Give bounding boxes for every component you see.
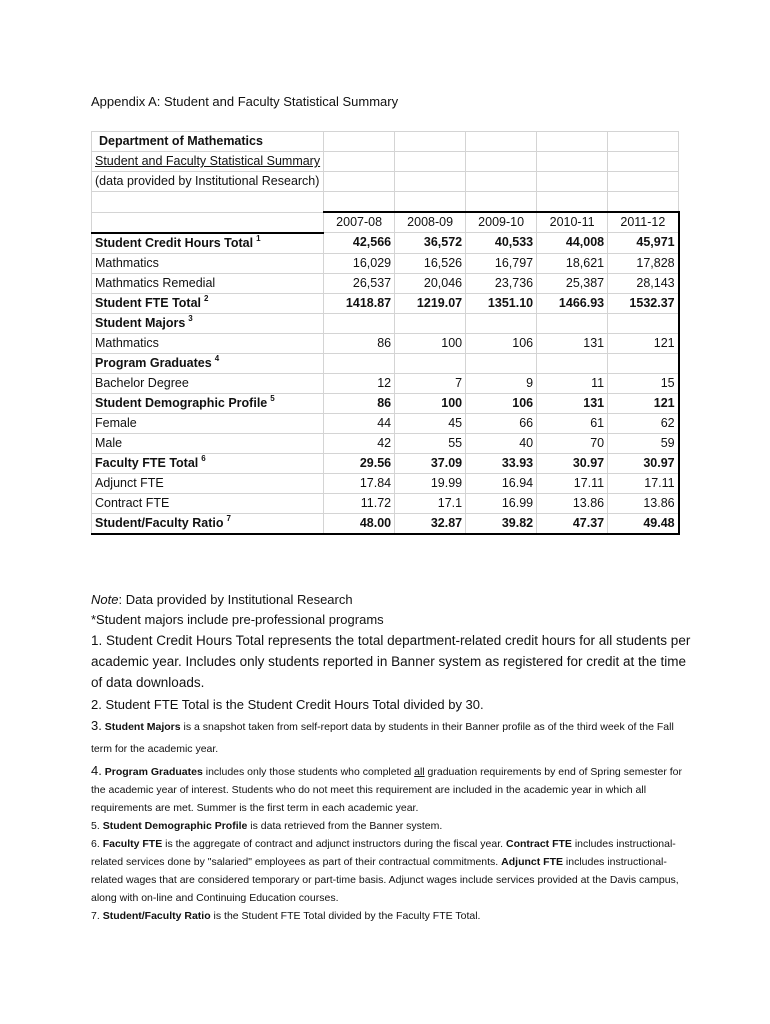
note-2: 2. Student FTE Total is the Student Credit Hours Total divided by 30. bbox=[91, 697, 484, 712]
table-cell: 59 bbox=[608, 433, 679, 453]
table-row bbox=[92, 192, 679, 213]
table-cell: 30.97 bbox=[537, 453, 608, 473]
table-cell: 44,008 bbox=[537, 233, 608, 254]
table-cell: 42 bbox=[324, 433, 395, 453]
table-cell: 16.99 bbox=[466, 493, 537, 513]
table-cell: 37.09 bbox=[395, 453, 466, 473]
table-cell: 28,143 bbox=[608, 273, 679, 293]
table-cell: 17.84 bbox=[324, 473, 395, 493]
table-cell: 55 bbox=[395, 433, 466, 453]
page-title: Appendix A: Student and Faculty Statistical Summary bbox=[91, 94, 399, 109]
row-label: Student FTE Total $^2$ bbox=[92, 293, 324, 313]
table-row bbox=[92, 513, 679, 534]
table-cell: 1351.10 bbox=[466, 293, 537, 313]
table-cell: 70 bbox=[537, 433, 608, 453]
table-cell: 13.86 bbox=[537, 493, 608, 513]
table-cell: 17.11 bbox=[608, 473, 679, 493]
table-row bbox=[92, 333, 679, 353]
table-source: (data provided by Institutional Research) bbox=[92, 172, 324, 192]
row-label: Bachelor Degree bbox=[92, 373, 324, 393]
table-cell: 48.00 bbox=[324, 513, 395, 534]
table-cell: 100 bbox=[395, 393, 466, 413]
note-4: 4. Program Graduates includes only those students who completed all graduation requirements by end of Spring semester for the academic year of interest. Students who do not meet this requirement are included in the academic year in which all requirements are met. Summer is the first term in each academic year. bbox=[91, 763, 683, 814]
row-label: Student Demographic Profile $^5$ bbox=[92, 393, 324, 413]
table-row bbox=[92, 433, 679, 453]
table-row bbox=[92, 413, 679, 433]
table-cell: 11 bbox=[537, 373, 608, 393]
table-row bbox=[92, 473, 679, 493]
statistics-table bbox=[91, 131, 680, 535]
year-header: 2010-11 bbox=[537, 212, 608, 233]
table-cell: 106 bbox=[466, 333, 537, 353]
table-cell: 131 bbox=[537, 393, 608, 413]
table-cell: 121 bbox=[608, 333, 679, 353]
table-row bbox=[92, 273, 679, 293]
row-label: Program Graduates $^4$ bbox=[92, 353, 324, 373]
row-label: Contract FTE bbox=[92, 493, 324, 513]
row-label: Faculty FTE Total $^6$ bbox=[92, 453, 324, 473]
table-cell: 1466.93 bbox=[537, 293, 608, 313]
table-cell: 66 bbox=[466, 413, 537, 433]
row-label: Student/Faculty Ratio $^7$ bbox=[92, 513, 324, 534]
table-cell: 1532.37 bbox=[608, 293, 679, 313]
table-cell: 15 bbox=[608, 373, 679, 393]
table-cell: 16,797 bbox=[466, 253, 537, 273]
table-row bbox=[92, 253, 679, 273]
year-header: 2009-10 bbox=[466, 212, 537, 233]
table-cell: 121 bbox=[608, 393, 679, 413]
table-cell: 11.72 bbox=[324, 493, 395, 513]
table-cell: 49.48 bbox=[608, 513, 679, 534]
table-cell: 40 bbox=[466, 433, 537, 453]
row-label: Male bbox=[92, 433, 324, 453]
table-cell: 1219.07 bbox=[395, 293, 466, 313]
table-subtitle: Student and Faculty Statistical Summary bbox=[92, 152, 324, 172]
table-cell: 106 bbox=[466, 393, 537, 413]
note-1: 1. Student Credit Hours Total represents the total department-related credit hours for all students per academic year. Includes only students reported in Banner system as registered for credit at the time of data downloads. bbox=[91, 633, 691, 690]
table-cell: 18,621 bbox=[537, 253, 608, 273]
note-6: 6. Faculty FTE is the aggregate of contract and adjunct instructors during the fiscal year. Contract FTE includes instructional-related services done by "salaried" employees as part of their contractual commitments. Adjunct FTE includes instructional-related wages that are considered temporary or part-time basis. Adjunct wages include services provided at the Davis campus, along with on-line and Continuing Education courses. bbox=[91, 838, 679, 904]
table-cell: 131 bbox=[537, 333, 608, 353]
row-label: Mathmatics bbox=[92, 333, 324, 353]
row-label: Student Majors $^3$ bbox=[92, 313, 324, 333]
table-row bbox=[92, 152, 679, 172]
table-row bbox=[92, 132, 679, 152]
table-cell: 44 bbox=[324, 413, 395, 433]
table-cell: 61 bbox=[537, 413, 608, 433]
table-cell: 86 bbox=[324, 393, 395, 413]
row-label: Female bbox=[92, 413, 324, 433]
table-cell: 39.82 bbox=[466, 513, 537, 534]
table-cell: 25,387 bbox=[537, 273, 608, 293]
note-line: Note: Data provided by Institutional Research bbox=[91, 592, 353, 607]
table-cell: 100 bbox=[395, 333, 466, 353]
table-row bbox=[92, 353, 679, 373]
table-cell: 16,029 bbox=[324, 253, 395, 273]
table-cell: 7 bbox=[395, 373, 466, 393]
table-cell: 45 bbox=[395, 413, 466, 433]
table-cell: 62 bbox=[608, 413, 679, 433]
table-row bbox=[92, 373, 679, 393]
table-cell: 17,828 bbox=[608, 253, 679, 273]
table-cell: 30.97 bbox=[608, 453, 679, 473]
table-row bbox=[92, 453, 679, 473]
table-cell: 86 bbox=[324, 333, 395, 353]
table-cell: 40,533 bbox=[466, 233, 537, 254]
note-asterisk: *Student majors include pre-professional programs bbox=[91, 612, 384, 627]
table-cell: 20,046 bbox=[395, 273, 466, 293]
note-3: 3. Student Majors is a snapshot taken from self-report data by students in their Banner profile as of the third week of the Fall term for the academic year. bbox=[91, 718, 674, 755]
table-cell: 19.99 bbox=[395, 473, 466, 493]
year-header: 2011-12 bbox=[608, 212, 679, 233]
row-label: Student Credit Hours Total $^1$ bbox=[92, 233, 324, 254]
note-5: 5. Student Demographic Profile is data retrieved from the Banner system. bbox=[91, 820, 443, 832]
table-cell: 33.93 bbox=[466, 453, 537, 473]
note-7: 7. Student/Faculty Ratio is the Student FTE Total divided by the Faculty FTE Total. bbox=[91, 910, 481, 922]
table-cell: 1418.87 bbox=[324, 293, 395, 313]
table-cell: 17.11 bbox=[537, 473, 608, 493]
table-cell: 36,572 bbox=[395, 233, 466, 254]
table-row bbox=[92, 493, 679, 513]
table-cell: 32.87 bbox=[395, 513, 466, 534]
table-row bbox=[92, 393, 679, 413]
row-label: Mathmatics bbox=[92, 253, 324, 273]
row-label: Adjunct FTE bbox=[92, 473, 324, 493]
table-cell: 29.56 bbox=[324, 453, 395, 473]
table-cell: 12 bbox=[324, 373, 395, 393]
table-cell: 26,537 bbox=[324, 273, 395, 293]
table-row bbox=[92, 233, 679, 254]
table-cell: 17.1 bbox=[395, 493, 466, 513]
table-cell: 13.86 bbox=[608, 493, 679, 513]
department-title: Department of Mathematics bbox=[92, 132, 324, 152]
table-row bbox=[92, 172, 679, 192]
table-cell: 47.37 bbox=[537, 513, 608, 534]
year-header-row bbox=[92, 212, 679, 233]
table-row bbox=[92, 293, 679, 313]
table-cell: 23,736 bbox=[466, 273, 537, 293]
table-cell: 16,526 bbox=[395, 253, 466, 273]
table-cell: 42,566 bbox=[324, 233, 395, 254]
table-cell: 9 bbox=[466, 373, 537, 393]
year-header: 2007-08 bbox=[324, 212, 395, 233]
row-label: Mathmatics Remedial bbox=[92, 273, 324, 293]
table-cell: 16.94 bbox=[466, 473, 537, 493]
year-header: 2008-09 bbox=[395, 212, 466, 233]
notes-section bbox=[91, 590, 691, 925]
table-cell: 45,971 bbox=[608, 233, 679, 254]
table-row bbox=[92, 313, 679, 333]
